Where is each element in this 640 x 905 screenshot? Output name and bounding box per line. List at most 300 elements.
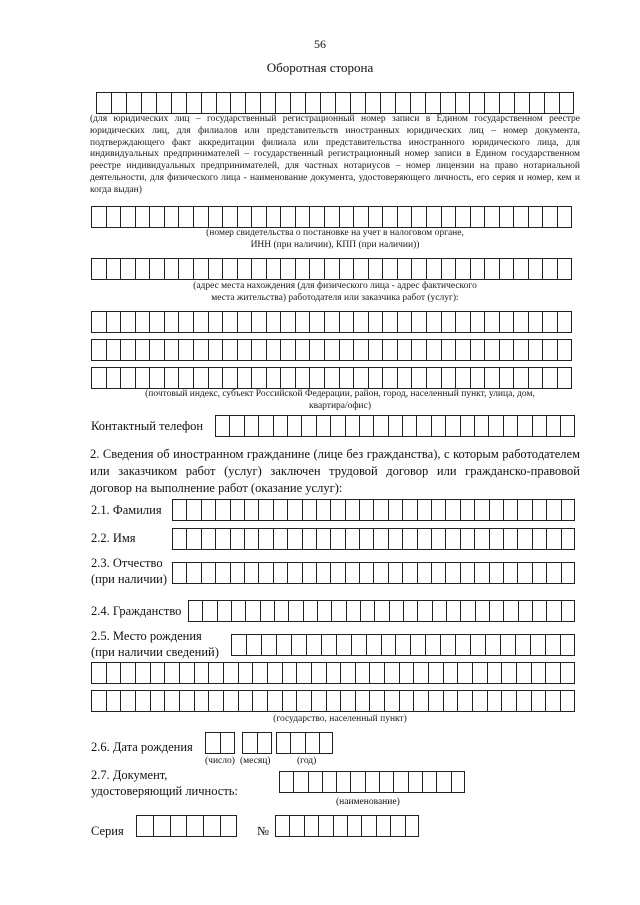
char-cell[interactable] [390,815,404,837]
char-cell[interactable] [528,206,543,228]
char-cell[interactable] [382,311,397,333]
birthplace-boxes-2[interactable] [91,662,575,684]
char-cell[interactable] [345,499,359,521]
char-cell[interactable] [135,690,150,712]
char-cell[interactable] [513,206,528,228]
char-cell[interactable] [426,206,441,228]
char-cell[interactable] [397,339,412,361]
char-cell[interactable] [179,690,194,712]
char-cell[interactable] [120,339,135,361]
char-cell[interactable] [178,339,193,361]
char-cell[interactable] [280,258,295,280]
char-cell[interactable] [381,634,396,656]
char-cell[interactable] [469,92,484,114]
char-cell[interactable] [417,562,431,584]
char-cell[interactable] [220,732,235,754]
char-cell[interactable] [274,600,288,622]
char-cell[interactable] [280,311,295,333]
char-cell[interactable] [474,415,488,437]
char-cell[interactable] [426,258,441,280]
char-cell[interactable] [472,662,487,684]
char-cell[interactable] [237,339,252,361]
char-cell[interactable] [517,562,531,584]
char-cell[interactable] [460,562,474,584]
char-cell[interactable] [330,415,344,437]
char-cell[interactable] [560,662,575,684]
char-cell[interactable] [258,562,272,584]
char-cell[interactable] [252,662,267,684]
char-cell[interactable] [237,206,252,228]
char-cell[interactable] [441,258,456,280]
char-cell[interactable] [528,258,543,280]
char-cell[interactable] [445,528,459,550]
char-cell[interactable] [499,206,514,228]
char-cell[interactable] [431,562,445,584]
char-cell[interactable] [106,367,121,389]
char-cell[interactable] [355,662,370,684]
char-cell[interactable] [120,690,135,712]
char-cell[interactable] [460,499,474,521]
char-cell[interactable] [244,562,258,584]
char-cell[interactable] [246,634,261,656]
char-cell[interactable] [296,662,311,684]
char-cell[interactable] [455,634,470,656]
char-cell[interactable] [384,690,399,712]
char-cell[interactable] [499,258,514,280]
citizenship-boxes[interactable] [188,600,575,622]
char-cell[interactable] [484,92,499,114]
char-cell[interactable] [531,662,546,684]
char-cell[interactable] [120,258,135,280]
char-cell[interactable] [545,634,560,656]
char-cell[interactable] [532,499,546,521]
char-cell[interactable] [296,690,311,712]
char-cell[interactable] [290,732,304,754]
char-cell[interactable] [373,499,387,521]
char-cell[interactable] [470,258,485,280]
char-cell[interactable] [484,367,499,389]
char-cell[interactable] [484,206,499,228]
char-cell[interactable] [411,311,426,333]
char-cell[interactable] [417,600,431,622]
char-cell[interactable] [431,528,445,550]
char-cell[interactable] [178,206,193,228]
char-cell[interactable] [333,815,347,837]
char-cell[interactable] [326,662,341,684]
char-cell[interactable] [484,311,499,333]
char-cell[interactable] [546,600,560,622]
char-cell[interactable] [153,815,170,837]
char-cell[interactable] [266,367,281,389]
char-cell[interactable] [311,690,326,712]
char-cell[interactable] [336,771,350,793]
char-cell[interactable] [561,600,575,622]
char-cell[interactable] [186,92,201,114]
char-cell[interactable] [245,600,259,622]
char-cell[interactable] [164,258,179,280]
char-cell[interactable] [186,499,200,521]
char-cell[interactable] [279,771,293,793]
char-cell[interactable] [560,690,575,712]
char-cell[interactable] [428,690,443,712]
char-cell[interactable] [215,499,229,521]
char-cell[interactable] [380,92,395,114]
char-cell[interactable] [287,499,301,521]
char-cell[interactable] [276,732,290,754]
char-cell[interactable] [382,258,397,280]
char-cell[interactable] [316,562,330,584]
char-cell[interactable] [361,815,375,837]
char-cell[interactable] [304,815,318,837]
char-cell[interactable] [422,771,436,793]
char-cell[interactable] [208,339,223,361]
char-cell[interactable] [149,367,164,389]
char-cell[interactable] [485,634,500,656]
char-cell[interactable] [273,415,287,437]
char-cell[interactable] [202,600,216,622]
char-cell[interactable] [470,206,485,228]
char-cell[interactable] [201,562,215,584]
char-cell[interactable] [503,415,517,437]
char-cell[interactable] [499,311,514,333]
char-cell[interactable] [302,562,316,584]
char-cell[interactable] [318,815,332,837]
char-cell[interactable] [373,528,387,550]
char-cell[interactable] [215,415,229,437]
char-cell[interactable] [365,771,379,793]
char-cell[interactable] [172,562,186,584]
char-cell[interactable] [275,815,289,837]
char-cell[interactable] [164,206,179,228]
char-cell[interactable] [393,771,407,793]
char-cell[interactable] [295,311,310,333]
char-cell[interactable] [120,311,135,333]
char-cell[interactable] [353,311,368,333]
char-cell[interactable] [359,415,373,437]
char-cell[interactable] [353,258,368,280]
char-cell[interactable] [368,339,383,361]
char-cell[interactable] [273,499,287,521]
char-cell[interactable] [266,311,281,333]
char-cell[interactable] [443,690,458,712]
char-cell[interactable] [260,92,275,114]
char-cell[interactable] [208,311,223,333]
char-cell[interactable] [319,732,333,754]
char-cell[interactable] [542,339,557,361]
char-cell[interactable] [425,634,440,656]
char-cell[interactable] [222,206,237,228]
char-cell[interactable] [368,206,383,228]
char-cell[interactable] [399,662,414,684]
char-cell[interactable] [164,339,179,361]
char-cell[interactable] [405,815,419,837]
char-cell[interactable] [339,339,354,361]
char-cell[interactable] [532,528,546,550]
char-cell[interactable] [330,562,344,584]
char-cell[interactable] [120,367,135,389]
char-cell[interactable] [542,311,557,333]
char-cell[interactable] [408,771,422,793]
char-cell[interactable] [293,771,307,793]
char-cell[interactable] [120,662,135,684]
char-cell[interactable] [266,258,281,280]
char-cell[interactable] [251,258,266,280]
char-cell[interactable] [395,92,410,114]
char-cell[interactable] [440,634,455,656]
char-cell[interactable] [368,258,383,280]
char-cell[interactable] [545,690,560,712]
char-cell[interactable] [322,771,336,793]
char-cell[interactable] [515,634,530,656]
char-cell[interactable] [532,562,546,584]
char-cell[interactable] [432,600,446,622]
char-cell[interactable] [238,690,253,712]
char-cell[interactable] [339,367,354,389]
char-cell[interactable] [455,206,470,228]
char-cell[interactable] [379,771,393,793]
char-cell[interactable] [513,339,528,361]
char-cell[interactable] [172,499,186,521]
char-cell[interactable] [516,690,531,712]
char-cell[interactable] [273,562,287,584]
char-cell[interactable] [208,258,223,280]
char-cell[interactable] [470,311,485,333]
char-cell[interactable] [440,92,455,114]
char-cell[interactable] [242,732,257,754]
char-cell[interactable] [402,415,416,437]
char-cell[interactable] [489,562,503,584]
char-cell[interactable] [501,690,516,712]
document-number-boxes[interactable] [275,815,419,837]
char-cell[interactable] [267,690,282,712]
char-cell[interactable] [149,258,164,280]
char-cell[interactable] [489,528,503,550]
char-cell[interactable] [487,690,502,712]
char-cell[interactable] [295,339,310,361]
char-cell[interactable] [388,562,402,584]
char-cell[interactable] [441,311,456,333]
char-cell[interactable] [257,732,272,754]
char-cell[interactable] [388,528,402,550]
char-cell[interactable] [417,528,431,550]
char-cell[interactable] [172,528,186,550]
postal-address-boxes-1[interactable] [91,311,572,333]
char-cell[interactable] [324,206,339,228]
char-cell[interactable] [208,367,223,389]
char-cell[interactable] [544,92,559,114]
char-cell[interactable] [441,339,456,361]
char-cell[interactable] [320,92,335,114]
char-cell[interactable] [308,771,322,793]
char-cell[interactable] [441,206,456,228]
char-cell[interactable] [96,92,111,114]
char-cell[interactable] [382,339,397,361]
char-cell[interactable] [528,311,543,333]
char-cell[interactable] [244,499,258,521]
char-cell[interactable] [193,339,208,361]
char-cell[interactable] [402,499,416,521]
char-cell[interactable] [532,415,546,437]
char-cell[interactable] [208,206,223,228]
char-cell[interactable] [373,415,387,437]
char-cell[interactable] [186,562,200,584]
registration-number-boxes[interactable] [96,92,574,114]
char-cell[interactable] [425,92,440,114]
char-cell[interactable] [431,499,445,521]
char-cell[interactable] [251,339,266,361]
char-cell[interactable] [120,206,135,228]
char-cell[interactable] [309,258,324,280]
char-cell[interactable] [291,634,306,656]
char-cell[interactable] [389,600,403,622]
char-cell[interactable] [530,634,545,656]
char-cell[interactable] [428,662,443,684]
char-cell[interactable] [411,339,426,361]
char-cell[interactable] [258,415,272,437]
char-cell[interactable] [186,528,200,550]
char-cell[interactable] [426,339,441,361]
char-cell[interactable] [222,258,237,280]
char-cell[interactable] [340,662,355,684]
char-cell[interactable] [545,662,560,684]
char-cell[interactable] [303,600,317,622]
char-cell[interactable] [402,562,416,584]
char-cell[interactable] [222,311,237,333]
char-cell[interactable] [350,92,365,114]
char-cell[interactable] [222,339,237,361]
char-cell[interactable] [316,528,330,550]
char-cell[interactable] [287,415,301,437]
char-cell[interactable] [561,528,575,550]
char-cell[interactable] [261,634,276,656]
char-cell[interactable] [321,634,336,656]
char-cell[interactable] [484,339,499,361]
char-cell[interactable] [410,634,425,656]
char-cell[interactable] [365,92,380,114]
char-cell[interactable] [178,258,193,280]
char-cell[interactable] [316,499,330,521]
char-cell[interactable] [460,415,474,437]
char-cell[interactable] [216,92,231,114]
char-cell[interactable] [395,634,410,656]
char-cell[interactable] [475,600,489,622]
char-cell[interactable] [474,499,488,521]
char-cell[interactable] [410,92,425,114]
char-cell[interactable] [237,258,252,280]
char-cell[interactable] [251,367,266,389]
char-cell[interactable] [368,367,383,389]
char-cell[interactable] [258,499,272,521]
char-cell[interactable] [275,92,290,114]
char-cell[interactable] [309,339,324,361]
char-cell[interactable] [201,499,215,521]
char-cell[interactable] [546,528,560,550]
birthplace-boxes-1[interactable] [231,634,575,656]
char-cell[interactable] [178,367,193,389]
char-cell[interactable] [518,600,532,622]
firstname-boxes[interactable] [172,528,575,550]
char-cell[interactable] [91,258,106,280]
char-cell[interactable] [499,367,514,389]
char-cell[interactable] [135,339,150,361]
char-cell[interactable] [413,690,428,712]
char-cell[interactable] [106,339,121,361]
char-cell[interactable] [455,339,470,361]
char-cell[interactable] [397,311,412,333]
char-cell[interactable] [106,690,121,712]
char-cell[interactable] [472,690,487,712]
char-cell[interactable] [164,367,179,389]
char-cell[interactable] [411,367,426,389]
char-cell[interactable] [220,815,237,837]
char-cell[interactable] [455,258,470,280]
char-cell[interactable] [474,528,488,550]
char-cell[interactable] [542,258,557,280]
char-cell[interactable] [388,415,402,437]
char-cell[interactable] [302,499,316,521]
char-cell[interactable] [382,367,397,389]
char-cell[interactable] [446,600,460,622]
char-cell[interactable] [106,662,121,684]
char-cell[interactable] [223,690,238,712]
char-cell[interactable] [141,92,156,114]
char-cell[interactable] [542,367,557,389]
char-cell[interactable] [470,367,485,389]
char-cell[interactable] [529,92,544,114]
char-cell[interactable] [215,562,229,584]
char-cell[interactable] [258,528,272,550]
char-cell[interactable] [203,815,220,837]
char-cell[interactable] [546,562,560,584]
char-cell[interactable] [193,311,208,333]
char-cell[interactable] [431,415,445,437]
char-cell[interactable] [164,690,179,712]
char-cell[interactable] [326,690,341,712]
char-cell[interactable] [347,815,361,837]
char-cell[interactable] [282,662,297,684]
series-boxes[interactable] [136,815,237,837]
char-cell[interactable] [474,562,488,584]
char-cell[interactable] [309,367,324,389]
char-cell[interactable] [135,311,150,333]
tax-number-boxes[interactable] [91,206,572,228]
char-cell[interactable] [267,662,282,684]
char-cell[interactable] [91,662,106,684]
char-cell[interactable] [345,415,359,437]
phone-boxes[interactable] [215,415,575,437]
char-cell[interactable] [330,528,344,550]
char-cell[interactable] [251,206,266,228]
char-cell[interactable] [280,339,295,361]
char-cell[interactable] [382,206,397,228]
char-cell[interactable] [503,499,517,521]
char-cell[interactable] [244,415,258,437]
char-cell[interactable] [353,206,368,228]
char-cell[interactable] [376,815,390,837]
char-cell[interactable] [346,600,360,622]
char-cell[interactable] [331,600,345,622]
char-cell[interactable] [513,367,528,389]
char-cell[interactable] [455,311,470,333]
char-cell[interactable] [488,415,502,437]
char-cell[interactable] [373,562,387,584]
char-cell[interactable] [135,367,150,389]
char-cell[interactable] [149,339,164,361]
char-cell[interactable] [546,415,560,437]
char-cell[interactable] [156,92,171,114]
char-cell[interactable] [503,562,517,584]
char-cell[interactable] [445,499,459,521]
